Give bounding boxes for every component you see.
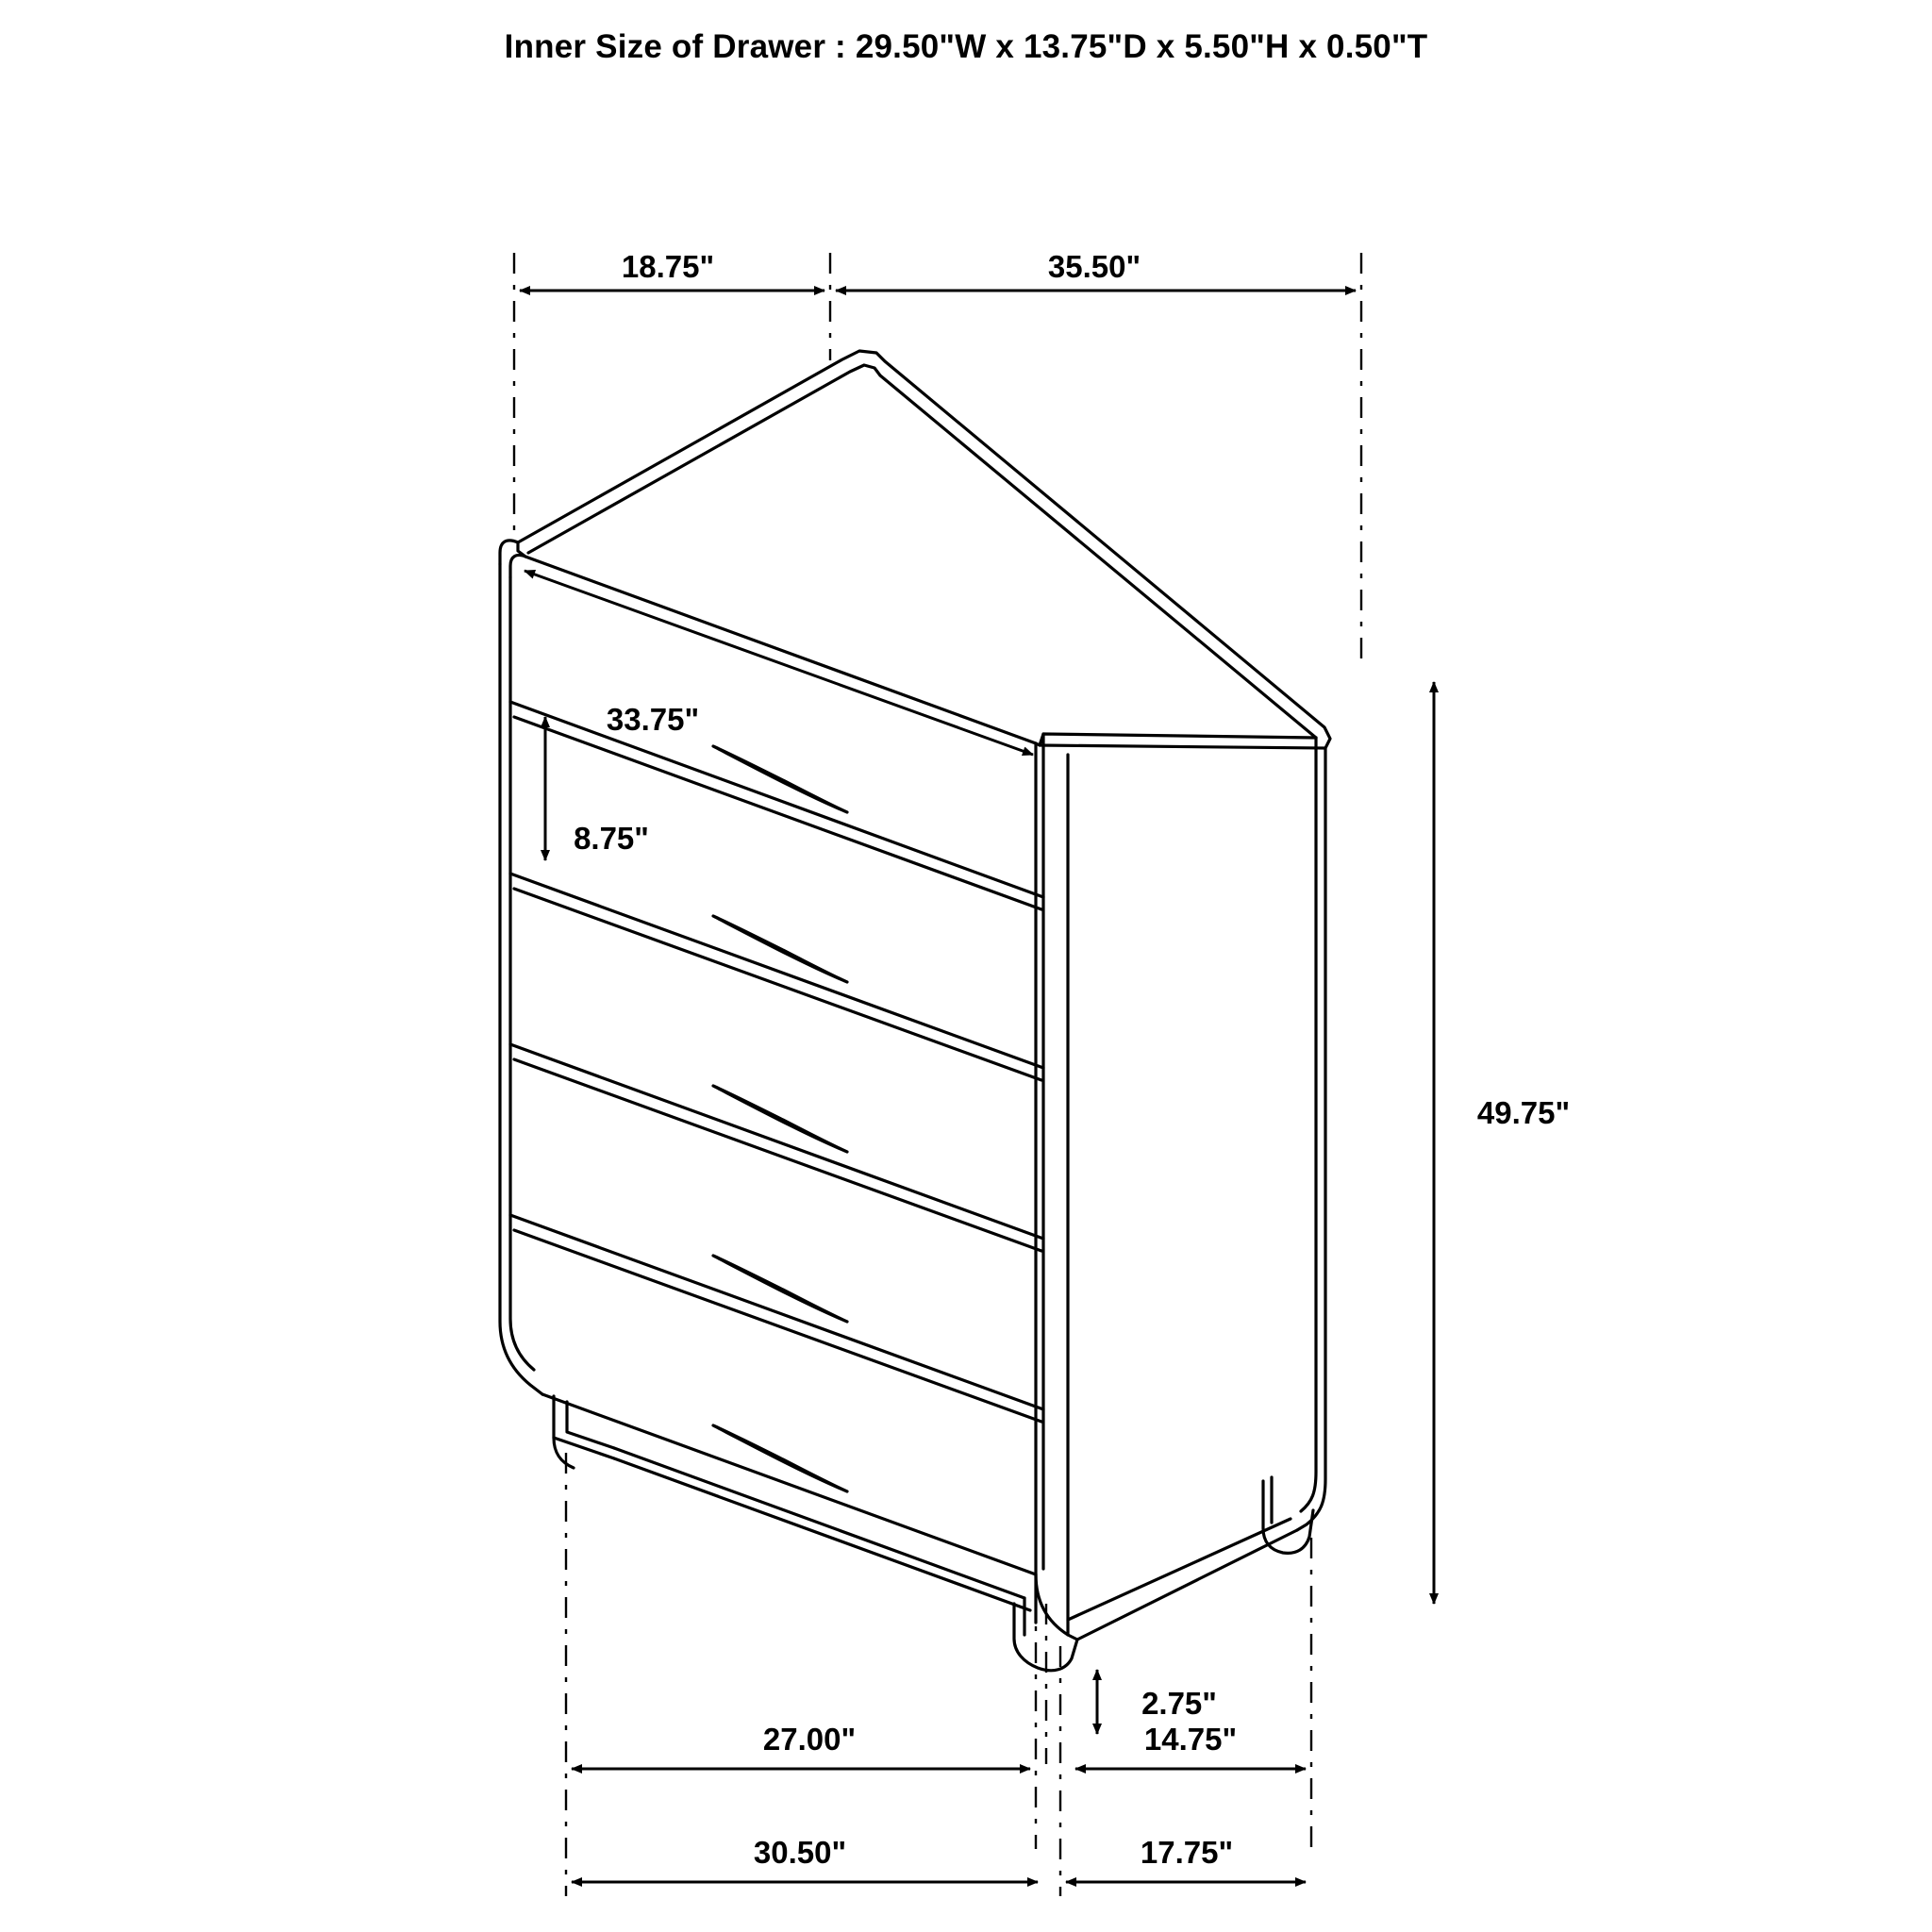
dimension-arrows bbox=[520, 291, 1434, 1882]
dimension-label-17-75: 17.75" bbox=[1140, 1835, 1234, 1870]
page-title: Inner Size of Drawer : 29.50"W x 13.75"D x 5.50"H x 0.50"T bbox=[504, 28, 1428, 65]
dimension-label-35-50: 35.50" bbox=[1047, 249, 1141, 284]
dimension-label-18-75: 18.75" bbox=[621, 249, 715, 284]
dimension-label-2-75: 2.75" bbox=[1141, 1686, 1217, 1721]
chest-body-outline bbox=[500, 351, 1330, 1671]
dimension-label-8-75: 8.75" bbox=[574, 821, 649, 856]
dimension-label-27-00: 27.00" bbox=[762, 1722, 857, 1757]
dimension-extension-lines bbox=[514, 253, 1361, 1896]
dimension-label-14-75: 14.75" bbox=[1143, 1722, 1238, 1757]
dimension-label-33-75: 33.75" bbox=[606, 702, 700, 737]
dimension-label-49-75: 49.75" bbox=[1476, 1095, 1571, 1130]
dimension-label-30-50: 30.50" bbox=[753, 1835, 847, 1870]
